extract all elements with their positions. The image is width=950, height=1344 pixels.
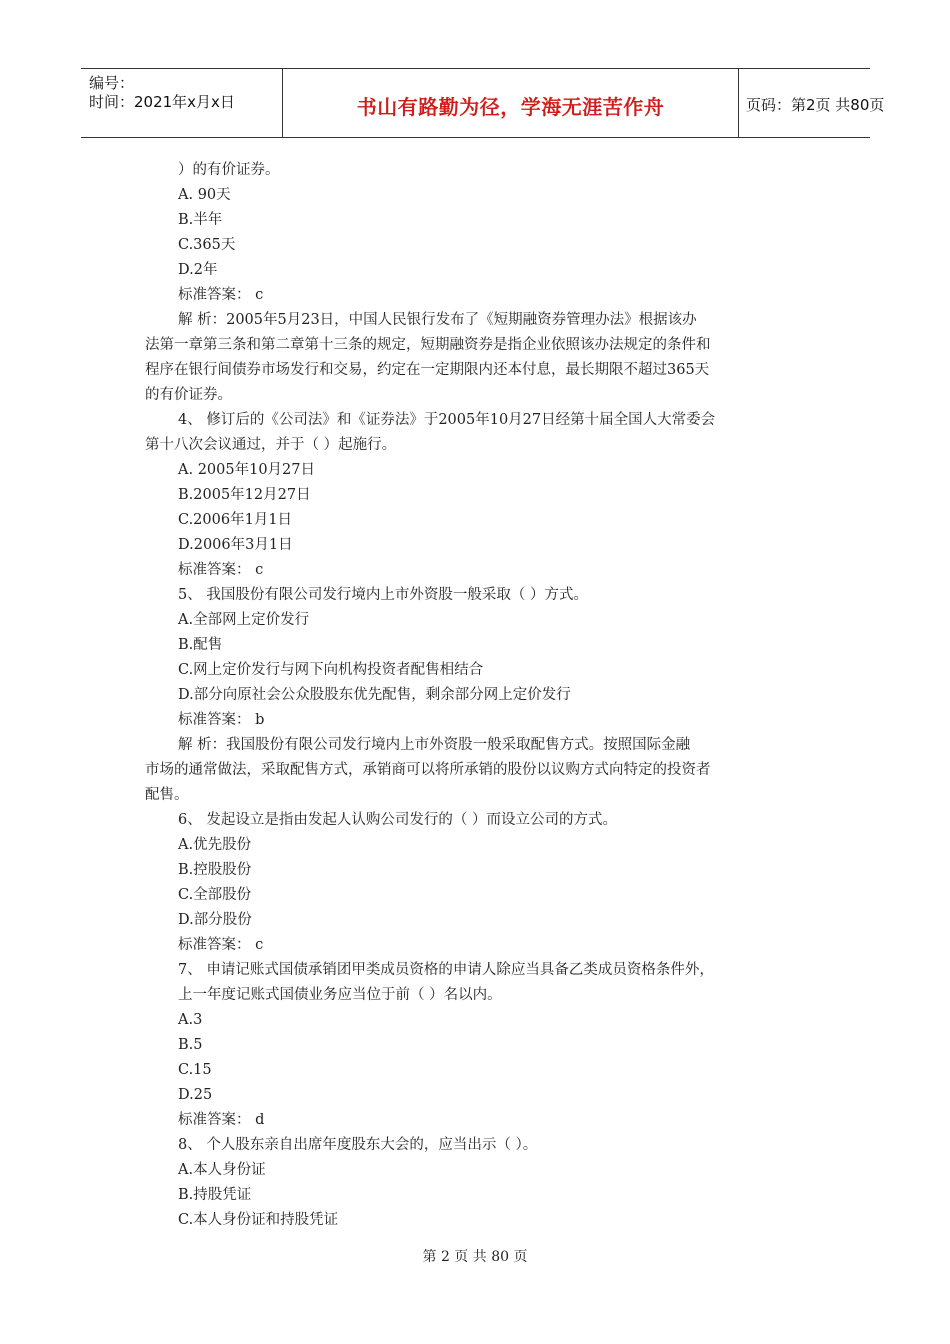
document-number-label: 编号： [89,74,135,92]
text-line: A.本人身份证 [178,1162,266,1178]
text-line: 的有价证券。 [145,387,232,403]
text-line: 法第一章第三条和第二章第十三条的规定，短期融资券是指企业依照该办法规定的条件和 [145,337,711,353]
text-line: 程序在银行间债券市场发行和交易，约定在一定期限内还本付息，最长期限不超过365天 [145,362,710,378]
header-page-code: 页码：第2页 共80页 [746,96,885,114]
text-line: 标准答案： c [178,287,264,303]
text-line: 7、 申请记账式国债承销团甲类成员资格的申请人除应当具备乙类成员资格条件外， [178,962,714,978]
text-line: A.优先股份 [178,837,252,853]
text-line: C.全部股份 [178,887,252,903]
text-line: C.网上定价发行与网下向机构投资者配售相结合 [178,662,484,678]
header-motto-cell [282,69,739,137]
document-date-label: 时间：2021年x月x日 [89,93,235,111]
text-line: A.3 [178,1012,203,1028]
text-line: D.2年 [178,262,218,278]
text-line: 标准答案： b [178,712,265,728]
text-line: 解 析：2005年5月23日，中国人民银行发布了《短期融资券管理办法》根据该办 [178,312,697,328]
text-line: D.25 [178,1087,213,1103]
text-line: 8、 个人股东亲自出席年度股东大会的，应当出示（ ）。 [178,1137,538,1153]
text-line: D.部分股份 [178,912,252,928]
header-page-cell [738,69,885,137]
text-line: D.部分向原社会公众股股东优先配售，剩余部分网上定价发行 [178,687,571,703]
text-line: 配售。 [145,787,189,803]
text-line: 市场的通常做法，采取配售方式，承销商可以将所承销的股份以议购方式向特定的投资者 [145,762,711,778]
text-line: C.15 [178,1062,212,1078]
text-line: B.控股股份 [178,862,252,878]
text-line: A.全部网上定价发行 [178,612,310,628]
text-line: D.2006年3月1日 [178,537,293,553]
text-line: C.本人身份证和持股凭证 [178,1212,339,1228]
text-line: 标准答案： c [178,937,264,953]
text-line: 解 析：我国股份有限公司发行境内上市外资股一般采取配售方式。按照国际金融 [178,737,691,753]
text-line: 5、 我国股份有限公司发行境内上市外资股一般采取（ ）方式。 [178,587,588,603]
text-line: B.持股凭证 [178,1187,252,1203]
text-line: ）的有价证券。 [178,162,280,178]
header-motto: 书山有路勤为径，学海无涯苦作舟 [356,95,665,119]
text-line: 上一年度记账式国债业务应当位于前（ ）名以内。 [178,987,502,1003]
document-body [145,158,805,1233]
text-line: 标准答案： d [178,1112,265,1128]
text-line: 6、 发起设立是指由发起人认购公司发行的（ ）而设立公司的方式。 [178,812,617,828]
text-line: C.2006年1月1日 [178,512,293,528]
header-info-cell [81,69,282,137]
text-line: B.2005年12月27日 [178,487,311,503]
page-footer: 第 2 页 共 80 页 [422,1249,528,1265]
text-line: A. 90天 [178,187,231,203]
text-line: B.5 [178,1037,203,1053]
text-line: B.半年 [178,212,223,228]
text-line: B.配售 [178,637,223,653]
text-line: 第十八次会议通过，并于（ ）起施行。 [145,437,397,453]
text-line: C.365天 [178,237,236,253]
page-header [81,68,885,138]
text-line: 标准答案： c [178,562,264,578]
text-line: 4、 修订后的《公司法》和《证券法》于2005年10月27日经第十届全国人大常委会 [178,412,716,428]
text-line: A. 2005年10月27日 [178,462,315,478]
